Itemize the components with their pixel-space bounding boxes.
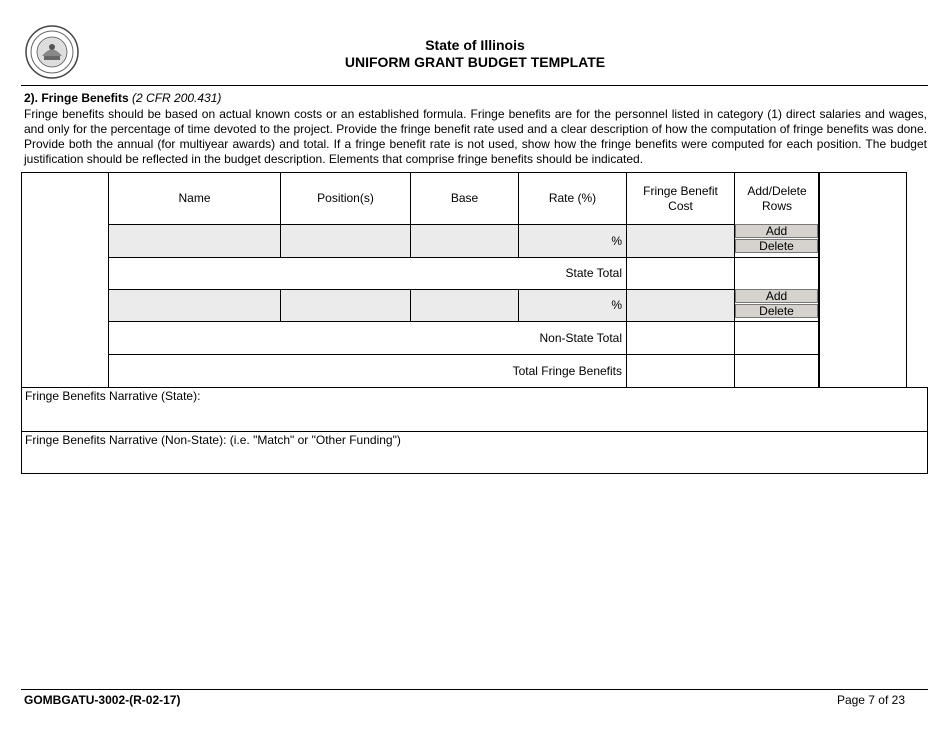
nonstate-add-button[interactable]: Add <box>735 289 818 303</box>
header-divider <box>21 85 928 86</box>
table-left-margin <box>21 172 109 388</box>
percent-symbol: % <box>611 233 622 248</box>
nonstate-narrative-label: Fringe Benefits Narrative (Non-State): (i.e. "Match" or "Other Funding") <box>25 433 401 447</box>
page-number: Page 7 of 23 <box>836 693 905 707</box>
state-total-label: State Total <box>108 257 627 290</box>
nonstate-delete-button[interactable]: Delete <box>735 304 818 318</box>
nonstate-total-label: Non-State Total <box>108 321 627 355</box>
state-total-value <box>626 257 735 290</box>
nonstate-base-input[interactable] <box>410 289 519 322</box>
state-narrative-label: Fringe Benefits Narrative (State): <box>25 389 201 403</box>
col-header-cost: Fringe Benefit Cost <box>626 172 735 225</box>
col-header-rate: Rate (%) <box>518 172 627 225</box>
percent-symbol: % <box>611 298 622 312</box>
total-fringe-value <box>626 354 735 388</box>
description-text: Fringe benefits should be based on actual known costs or an established formula. Fringe benefits are for the personnel listed in category (1) direct salaries and wages, and only for the percentage of time devoted to the project. Provide the fringe benefit rate used and a clear description of how the computation of fringe benefits was done. Provide both the annual (for multiyear awards) and total. If a fringe benefit rate is not used, show how the fringe benefits were computed for each position. The budget justification should be reflected in the budget description. Elements that comprise fringe benefits should be indicated. <box>24 107 927 166</box>
state-base-input[interactable] <box>410 224 519 258</box>
state-name-input[interactable] <box>108 224 281 258</box>
section-description <box>24 107 927 167</box>
section-citation: (2 CFR 200.431) <box>132 91 222 105</box>
form-number: GOMBGATU-3002-(R-02-17) <box>24 693 181 707</box>
nonstate-total-value <box>626 321 735 355</box>
col-header-name: Name <box>108 172 281 225</box>
state-delete-button[interactable]: Delete <box>735 239 818 253</box>
state-total-empty <box>734 257 820 290</box>
total-fringe-label: Total Fringe Benefits <box>108 354 627 388</box>
state-rate-input[interactable] <box>518 224 627 258</box>
col-header-base: Base <box>410 172 519 225</box>
nonstate-position-input[interactable] <box>280 289 411 322</box>
footer-divider <box>21 689 928 690</box>
nonstate-cost-field <box>626 289 735 322</box>
state-position-input[interactable] <box>280 224 411 258</box>
section-heading <box>24 91 221 105</box>
nonstate-rate-input[interactable] <box>518 289 627 322</box>
template-title: UNIFORM GRANT BUDGET TEMPLATE <box>344 54 606 70</box>
state-narrative-field[interactable] <box>21 387 928 432</box>
col-header-add-delete: Add/Delete Rows <box>734 172 820 225</box>
nonstate-name-input[interactable] <box>108 289 281 322</box>
state-cost-field <box>626 224 735 258</box>
nonstate-narrative-field[interactable] <box>21 431 928 474</box>
state-add-button[interactable]: Add <box>735 224 818 238</box>
state-title: State of Illinois <box>425 37 525 53</box>
total-fringe-empty <box>734 354 820 388</box>
section-title: 2). Fringe Benefits <box>24 91 129 105</box>
col-header-position: Position(s) <box>280 172 411 225</box>
nonstate-total-empty <box>734 321 820 355</box>
table-right-margin <box>818 172 907 388</box>
